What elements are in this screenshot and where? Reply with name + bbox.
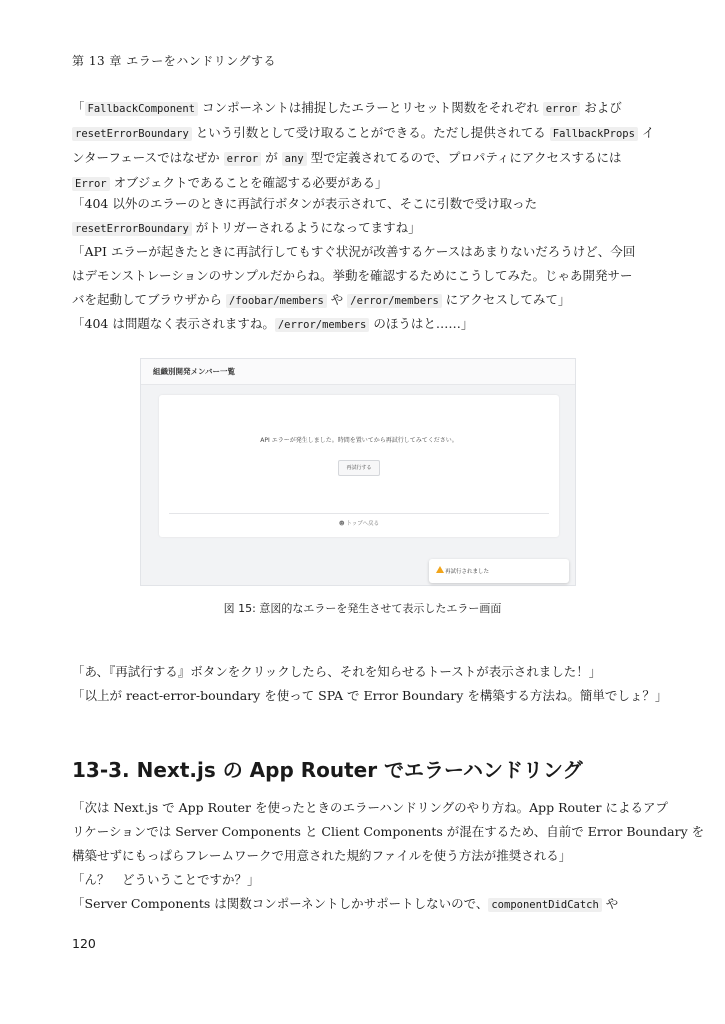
text-line: 「API エラーが起きたときに再試行してもすぐ状況が改善するケースはあまりないだろうけど、今回: [72, 244, 636, 259]
code-error-object: Error: [72, 177, 110, 191]
paragraph-toast: [72, 660, 668, 708]
error-message: API エラーが発生しました。時間を置いてから再試行してみてください。: [260, 437, 458, 444]
code-error: error: [543, 102, 581, 116]
text-line: 「 FallbackComponent コンポーネントは捕捉したエラーとリセット関数をそれぞれ error および: [72, 100, 622, 115]
text-line: 「あ、『再試行する』ボタンをクリックしたら、それを知らせるトーストが表示されました！」: [72, 664, 602, 679]
code-error: error: [224, 152, 262, 166]
text-line: 「次は Next.js で App Router を使ったときのエラーハンドリングのやり方ね。App Router によるアプ: [72, 800, 668, 815]
back-to-top-link[interactable]: ☻ トップへ戻る: [338, 521, 380, 527]
text-line: 「404 は問題なく表示されますね。 /error/members のほうはと……」: [72, 316, 474, 331]
divider: [169, 513, 549, 514]
code-error-members: /error/members: [347, 294, 442, 308]
text-line: バを起動してブラウザから /foobar/members や /error/members にアクセスしてみて」: [72, 292, 571, 307]
user-icon: ☻: [338, 521, 345, 527]
figure-caption: 図 15: 意図的なエラーを発生させて表示したエラー画面: [223, 602, 502, 615]
section-heading: 13-3. Next.js の App Router でエラーハンドリング: [72, 758, 583, 782]
figure-page-title: 組織別開発メンバー一覧: [153, 367, 235, 376]
paragraph-app-router: [72, 796, 705, 917]
text-line: Error オブジェクトであることを確認する必要がある」: [72, 171, 657, 196]
text-line: resetErrorBoundary という引数として受け取ることができる。ただし提供されてる FallbackProps イ: [72, 121, 657, 146]
code-error-members: /error/members: [275, 318, 370, 332]
text-line: 「404 以外のエラーのときに再試行ボタンが表示されて、そこに引数で受け取った: [72, 196, 538, 211]
code-fallback-props: FallbackProps: [550, 127, 638, 141]
toast-text: 再試行されました: [445, 569, 490, 575]
toast-notification: [429, 559, 569, 583]
warning-icon: [436, 566, 444, 573]
retry-button[interactable]: 再試行する: [338, 460, 380, 476]
code-any: any: [282, 152, 307, 166]
text-line: リケーションでは Server Components と Client Components が混在するため、自前で Error Boundary を: [72, 824, 705, 839]
text-line: ンターフェースではなぜか error が any 型で定義されてるので、プロパティにアクセスするには: [72, 150, 622, 165]
text-line: 「ん？ どういうことですか？」: [72, 872, 260, 887]
code-foobar-members: /foobar/members: [226, 294, 327, 308]
text-line: 構築せずにもっぱらフレームワークで用意された規約ファイルを使う方法が推奨される」: [72, 848, 572, 863]
text-line: resetErrorBoundary がトリガーされるようになってますね」: [72, 216, 657, 241]
page-number: 120: [72, 936, 96, 951]
code-reset-error-boundary: resetErrorBoundary: [72, 127, 192, 141]
code-reset-error-boundary: resetErrorBoundary: [72, 222, 192, 236]
paragraph-404: [72, 312, 657, 337]
text-line: 「Server Components は関数コンポーネントしかサポートしないので、 componentDidCatch や: [72, 896, 619, 911]
text-line: はデモンストレーションのサンプルだからね。挙動を確認するためにこうしてみた。じゃあ開発サー: [72, 268, 633, 283]
code-fallback-component: FallbackComponent: [85, 102, 198, 116]
code-component-did-catch: componentDidCatch: [488, 898, 601, 912]
text-line: 「以上が react-error-boundary を使って SPA で Error Boundary を構築する方法ね。簡単でしょ？」: [72, 688, 668, 703]
paragraph-api-error: [72, 240, 657, 313]
paragraph-fallback-component: [72, 96, 657, 196]
running-head: 第 13 章 エラーをハンドリングする: [72, 54, 276, 68]
error-card: [159, 395, 559, 537]
figure-header: [141, 359, 575, 385]
figure-error-screen: [140, 358, 576, 586]
paragraph-retry-button: [72, 192, 657, 241]
